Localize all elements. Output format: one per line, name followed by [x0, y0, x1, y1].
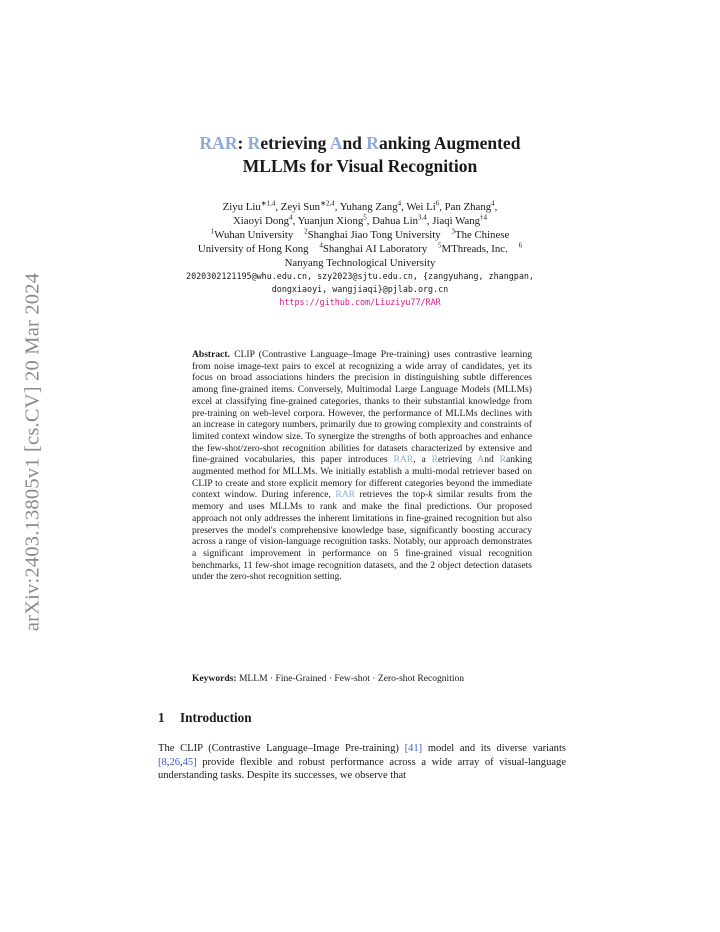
affiliation-line-3: Nanyang Technological University — [284, 257, 436, 269]
email-line-1: 2020302121195@whu.edu.cn, szy2023@sjtu.edu.cn, {zangyuhang, zhangpan, — [186, 271, 534, 281]
rar-link[interactable]: RAR — [393, 454, 414, 466]
intro-paragraph: The CLIP (Contrastive Language–Image Pre-training) [41] model and its diverse variants [8,26,45] provide flexible and robust performance across a wide array of visual-language understanding tasks. Despite its successes, we observe that — [158, 743, 566, 781]
citation-link[interactable]: 26 — [169, 756, 180, 768]
paper-title: RAR: Retrieving And Ranking Augmented MLLMs for Visual Recognition — [199, 133, 521, 176]
abstract-label: Abstract. — [192, 349, 230, 360]
email-line-2: dongxiaoyi, wangjiaqi}@pjlab.org.cn — [271, 284, 449, 294]
author-line-2: Xiaoyi Dong$^4$, Yuanjun Xiong$^5$, Dahua Lin$^{3,4}$, Jiaqi Wang$^{\dagger 4}$ — [232, 213, 487, 227]
title-line-2: MLLMs for Visual Recognition — [242, 156, 478, 176]
arxiv-stamp: arXiv:2403.13805v1 [cs.CV] 20 Mar 2024 — [21, 272, 44, 632]
title-acronym: RAR — [199, 133, 238, 153]
citation-link[interactable]: [41] — [404, 743, 423, 754]
rar-link[interactable]: RAR — [335, 489, 356, 501]
keywords: Keywords: MLLM · Fine-Grained · Few-shot · Zero-shot Recognition — [192, 673, 465, 684]
keywords-label: Keywords: — [192, 673, 237, 684]
author-block — [150, 200, 570, 309]
section-heading: 1 Introduction — [158, 710, 252, 725]
citation-link[interactable]: [8 — [158, 756, 167, 768]
github-link[interactable]: https://github.com/Liuziyu77/RAR — [279, 297, 441, 307]
author-line-1: Ziyu Liu$^{∗1,4}$, Zeyi Sun$^{∗2,4}$, Yuhang Zang$^4$, Wei Li$^6$, Pan Zhang$^4$, — [222, 199, 498, 213]
affiliation-line-2: University of Hong Kong $^4$Shanghai AI Laboratory $^5$MThreads, Inc. $^6$ — [197, 241, 523, 255]
affiliation-line-1: $^1$Wuhan University $^2$Shanghai Jiao Tong University $^3$The Chinese — [210, 227, 510, 241]
citation-link[interactable]: 45] — [182, 756, 197, 768]
abstract: Abstract. CLIP (Contrastive Language–Image Pre-training) uses contrastive learning from noise image-text pairs to excel at recognizing a wide array of candidates, yet its focus on broad associations hinders the precision in distinguishing subtle differences among fine-grained items. Conversely, Multimodal Large Language Models (MLLMs) excel at classifying fine-grained categories, thanks to their substantial knowledge from pre-training on web-level corpora. However, the performance of MLLMs declines with an increase in category numbers, primarily due to growing complexity and constraints of limited context window size. To synergize the strengths of both approaches and enhance the few-shot/zero-shot recognition abilities for datasets characterized by extensive and fine-grained vocabularies, this paper introduces RAR, a Retrieving And Ranking augmented method for MLLMs. We initially establish a multi-modal retriever based on CLIP to create and store explicit memory for different categories beyond the immediate context window. During inference, RAR retrieves the top-k similar results from the memory and uses MLLMs to rank and make the final predictions. Our proposed approach not only addresses the inherent limitations in fine-grained recognition but also preserves the model's comprehensive knowledge base, significantly boosting accuracy across a range of vision-language recognition tasks. Notably, our approach demonstrates a significant improvement in performance on 5 fine-grained visual recognition benchmarks, 11 few-shot image recognition datasets, and the 2 object detection datasets under the zero-shot recognition setting. — [192, 349, 533, 583]
